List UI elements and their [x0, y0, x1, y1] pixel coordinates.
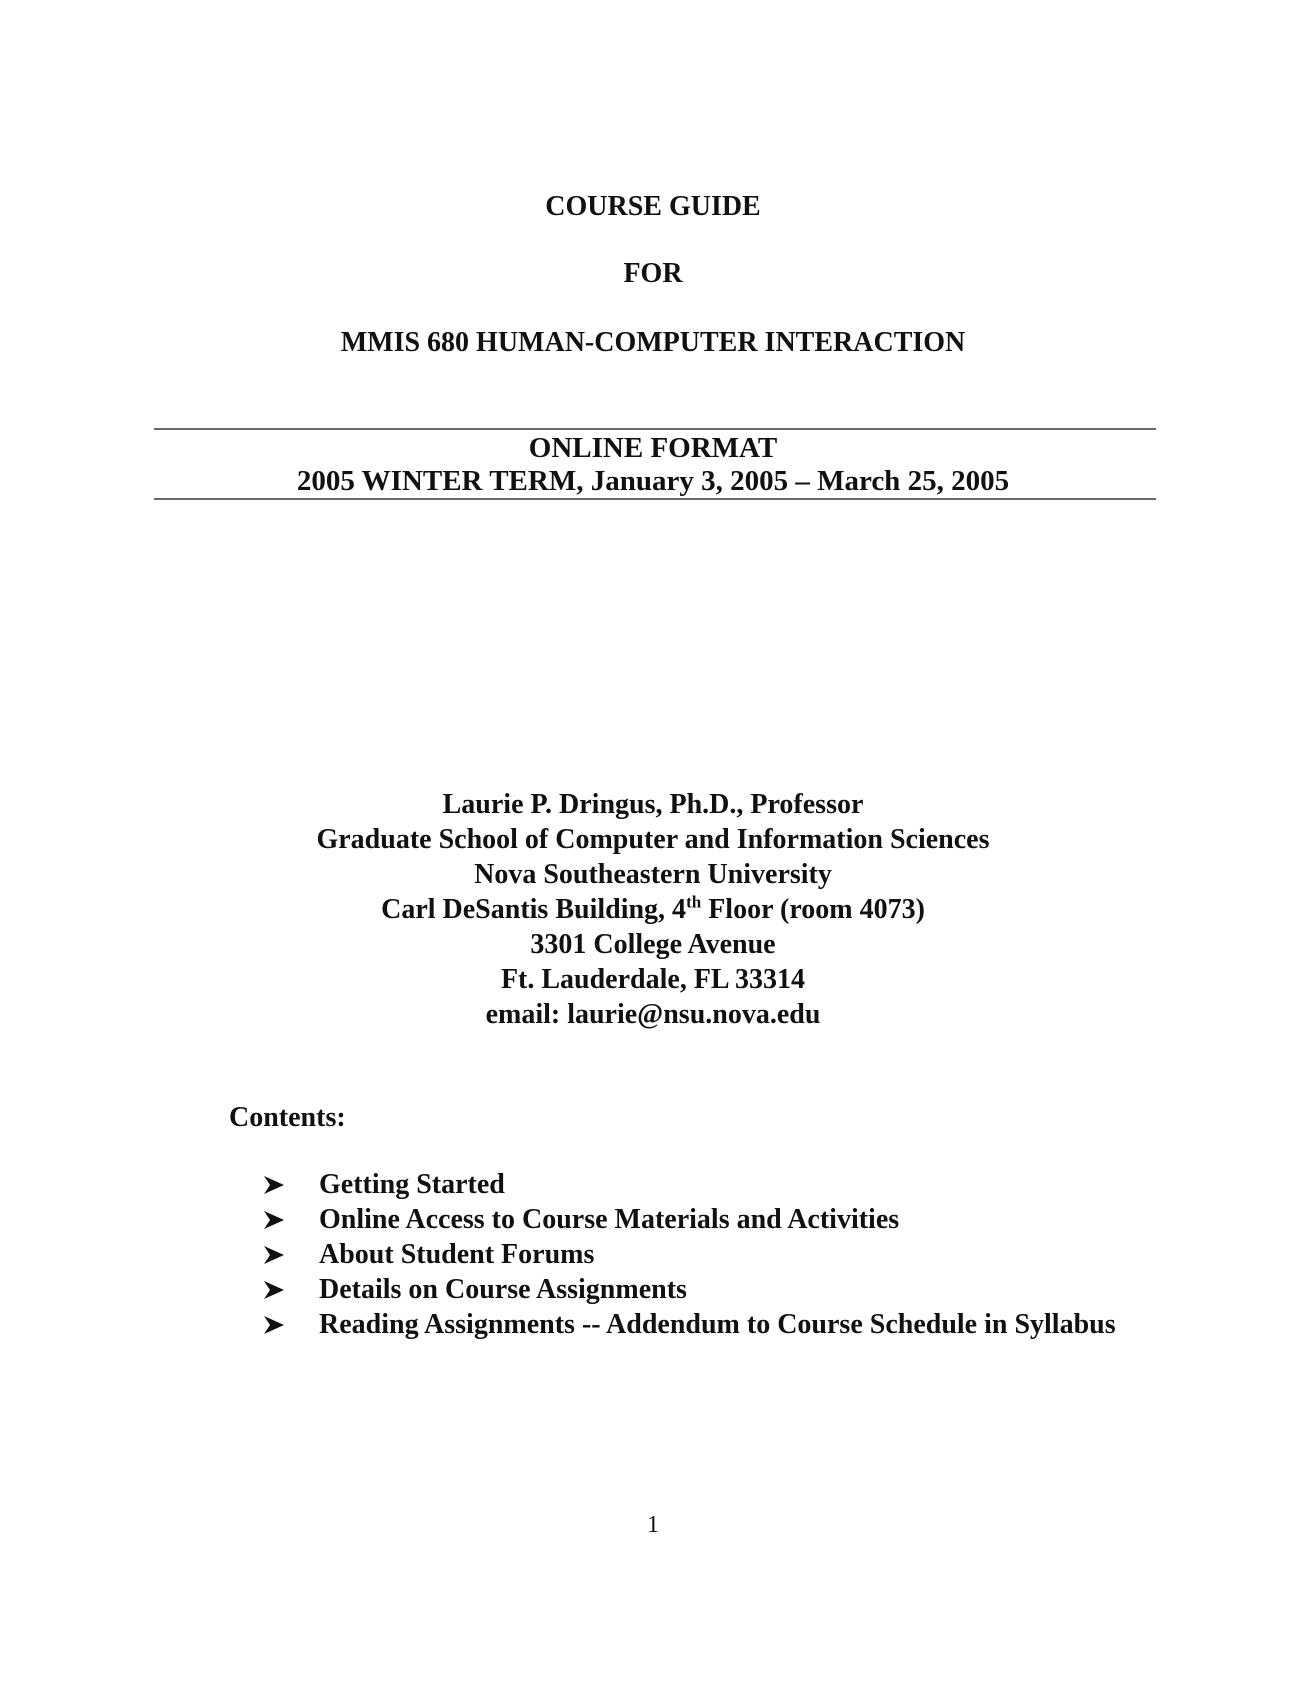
top-rule-divider — [154, 428, 1156, 430]
building-suffix: Floor (room 4073) — [701, 894, 925, 925]
arrowhead-bullet-icon — [263, 1280, 285, 1300]
contents-item-label: Details on Course Assignments — [319, 1274, 687, 1305]
bottom-rule-divider — [154, 498, 1156, 500]
university-name: Nova Southeastern University — [474, 859, 832, 890]
instructor-name: Laurie P. Dringus, Ph.D., Professor — [442, 789, 864, 820]
street-address: 3301 College Avenue — [530, 929, 776, 960]
document-title-line-2: FOR — [623, 258, 683, 289]
contents-item-label: Reading Assignments -- Addendum to Course Schedule in Syllabus — [319, 1309, 1116, 1340]
contents-list-item — [263, 1167, 1123, 1202]
arrowhead-bullet-icon — [263, 1245, 285, 1265]
document-title-line-3: MMIS 680 HUMAN-COMPUTER INTERACTION — [340, 327, 966, 358]
school-name: Graduate School of Computer and Information Sciences — [316, 824, 990, 855]
building-location — [0, 892, 1306, 927]
instructor-address-block — [0, 787, 1306, 1032]
format-line: ONLINE FORMAT — [528, 432, 778, 464]
contents-item-label: About Student Forums — [319, 1239, 595, 1270]
email-address: email: laurie@nsu.nova.edu — [485, 999, 821, 1030]
building-prefix: Carl DeSantis Building, 4 — [381, 894, 687, 925]
contents-list-item — [263, 1307, 1123, 1342]
contents-list-item — [263, 1272, 1123, 1307]
term-dates-line: 2005 WINTER TERM, January 3, 2005 – March 25, 2005 — [296, 465, 1010, 497]
contents-list-item — [263, 1237, 1123, 1272]
floor-ordinal-suffix: th — [686, 892, 702, 912]
arrowhead-bullet-icon — [263, 1210, 285, 1230]
page-number: 1 — [647, 1512, 659, 1538]
arrowhead-bullet-icon — [263, 1315, 285, 1335]
contents-heading: Contents: — [229, 1102, 346, 1133]
contents-list — [263, 1167, 1123, 1342]
contents-list-item — [263, 1202, 1123, 1237]
arrowhead-bullet-icon — [263, 1175, 285, 1195]
document-title-line-1: COURSE GUIDE — [545, 191, 761, 222]
contents-item-label: Getting Started — [319, 1169, 505, 1200]
city-state-zip: Ft. Lauderdale, FL 33314 — [500, 964, 806, 995]
contents-item-label: Online Access to Course Materials and Activities — [319, 1204, 900, 1235]
